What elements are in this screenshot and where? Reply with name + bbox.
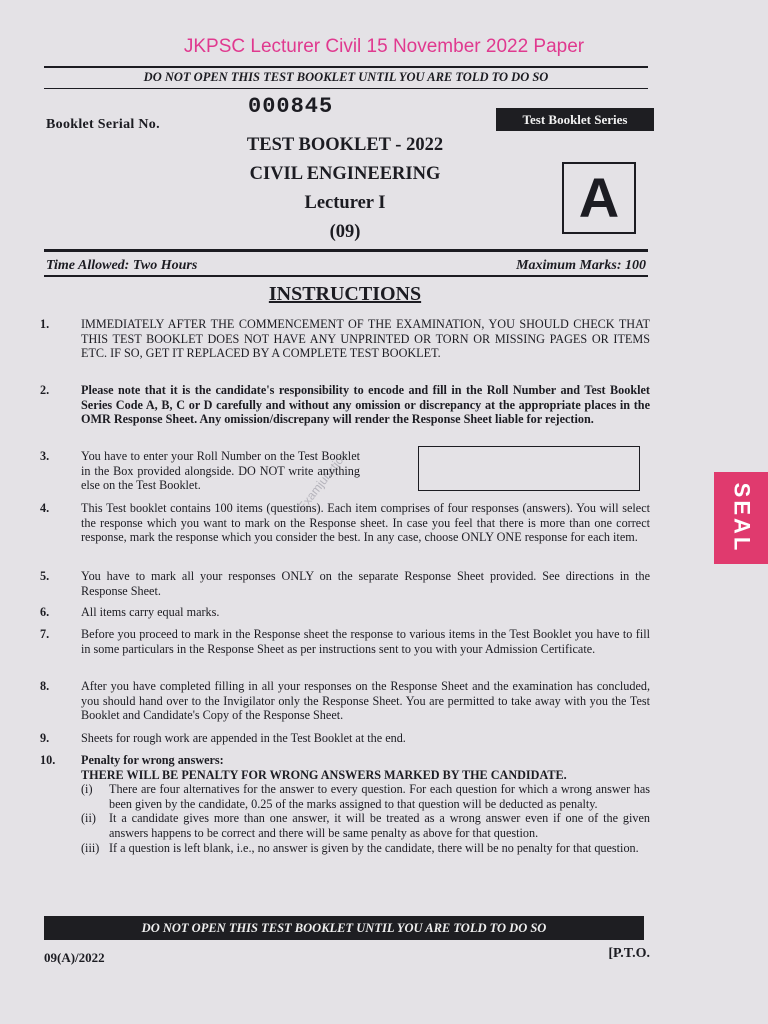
penalty-title: Penalty for wrong answers: (81, 753, 224, 767)
serial-number: 000845 (248, 94, 334, 119)
item-text: This Test booklet contains 100 items (questions). Each item comprises of four responses (answers). You will select the response which you want to mark on the Response sheet. In case you feel that there is more than one correct response, mark the response which you consider the best. In any case, choose ONLY ONE response for each item. (81, 501, 650, 545)
footer-code: 09(A)/2022 (44, 950, 105, 965)
item-text: IMMEDIATELY AFTER THE COMMENCEMENT OF THE EXAMINATION, YOU SHOULD CHECK THAT THIS TEST BOOKLET DOES NOT HAVE ANY UNPRINTED OR TORN OR MISSING PAGES OR ITEMS ETC. IF SO, GET IT REPLACED BY A COMPLETE TEST BOOKLET. (81, 317, 650, 361)
seal-label: SEAL (729, 482, 754, 554)
booklet-title: TEST BOOKLET - 2022 (246, 135, 444, 155)
item-number: 7. (40, 627, 50, 641)
item-number: 8. (40, 679, 50, 693)
meta-rule-bottom (44, 275, 648, 277)
subject-title: CIVIL ENGINEERING (249, 164, 441, 184)
penalty-subtitle: THERE WILL BE PENALTY FOR WRONG ANSWERS MARKED BY THE CANDIDATE. (81, 767, 567, 782)
item-text: After you have completed filling in all your responses on the Response Sheet and the examination has concluded, you should hand over to the Invigilator only the Response Sheet. You are permitted to take away with you the Test Booklet and Candidate's Copy of the Response Sheet. (81, 679, 650, 723)
roll-number-box[interactable] (418, 446, 640, 491)
item-number: 6. (40, 605, 50, 619)
post-code: (09) (329, 222, 361, 242)
post-title: Lecturer I (304, 193, 386, 213)
penalty-point-text: It a candidate gives more than one answer, it will be treated as a wrong answer even if one of the given answers happens to be correct and there will be same penalty as above for that question. (109, 811, 650, 840)
item-text: You have to mark all your responses ONLY on the separate Response Sheet provided. See directions in the Response Sheet. (81, 569, 650, 598)
list-item (40, 627, 650, 679)
instructions-list (40, 317, 650, 855)
list-item (40, 605, 650, 627)
penalty-point-number: (ii) (81, 811, 96, 826)
top-rule-lower (44, 88, 648, 89)
pto-label: [P.T.O. (608, 946, 650, 961)
item-text: Sheets for rough work are appended in the Test Booklet at the end. (81, 731, 406, 745)
item-number: 5. (40, 569, 50, 583)
booklet-title-block (220, 131, 470, 247)
instructions-title: INSTRUCTIONS (268, 283, 422, 305)
penalty-point (81, 841, 650, 856)
stamp-watermark: Examjunction (295, 448, 351, 514)
penalty-point-number: (i) (81, 782, 93, 797)
top-warning: DO NOT OPEN THIS TEST BOOKLET UNTIL YOU ARE TOLD TO DO SO (143, 70, 549, 84)
list-item (40, 501, 650, 569)
penalty-point-text: If a question is left blank, i.e., no answer is given by the candidate, there will be no penalty for that question. (109, 840, 639, 855)
item-number: 4. (40, 501, 50, 515)
serial-label: Booklet Serial No. (46, 117, 160, 132)
bottom-warning: DO NOT OPEN THIS TEST BOOKLET UNTIL YOU ARE TOLD TO DO SO (44, 916, 644, 940)
list-item-penalty (40, 753, 650, 855)
penalty-point (81, 782, 650, 811)
item-text: All items carry equal marks. (81, 605, 220, 619)
series-code-box: A (562, 162, 636, 234)
list-item (40, 569, 650, 605)
item-text: You have to enter your Roll Number on the Test Booklet in the Box provided alongside. DO NOT write anything else on the Test Booklet. (81, 449, 360, 493)
penalty-point-number: (iii) (81, 840, 100, 855)
item-number: 9. (40, 731, 50, 745)
item-text: Before you proceed to mark in the Response sheet the response to various items in the Test Booklet you have to fill in some particulars in the Response Sheet as per instructions sent to you with your Admission Certificate. (81, 627, 650, 656)
top-rule (44, 66, 648, 68)
item-number: 2. (40, 383, 50, 397)
max-marks: Maximum Marks: 100 (516, 258, 646, 273)
list-item (40, 317, 650, 383)
watermark-title: JKPSC Lecturer Civil 15 November 2022 Paper (183, 36, 585, 57)
item-number: 10. (40, 753, 56, 767)
penalty-block (81, 753, 650, 855)
time-allowed: Time Allowed: Two Hours (46, 258, 198, 273)
item-number: 1. (40, 317, 50, 331)
seal-tab[interactable] (714, 472, 768, 564)
list-item (40, 383, 650, 449)
list-item (40, 679, 650, 731)
penalty-point-text: There are four alternatives for the answer to every question. For each question for which a wrong answer has been given by the candidate, 0.25 of the marks assigned to that question will be deducted as penalty. (109, 782, 650, 811)
item-number: 3. (40, 449, 50, 463)
list-item (40, 731, 650, 753)
meta-rule-top (44, 249, 648, 252)
penalty-point (81, 811, 650, 840)
item-text: Please note that it is the candidate's responsibility to encode and fill in the Roll Number and Test Booklet Series Code A, B, C or D carefully and without any omission or discrepancy at the appropriate places in the OMR Response Sheet. Any omission/discrepany will render the Response Sheet liable for rejection. (81, 383, 650, 427)
series-label: Test Booklet Series (496, 108, 654, 131)
